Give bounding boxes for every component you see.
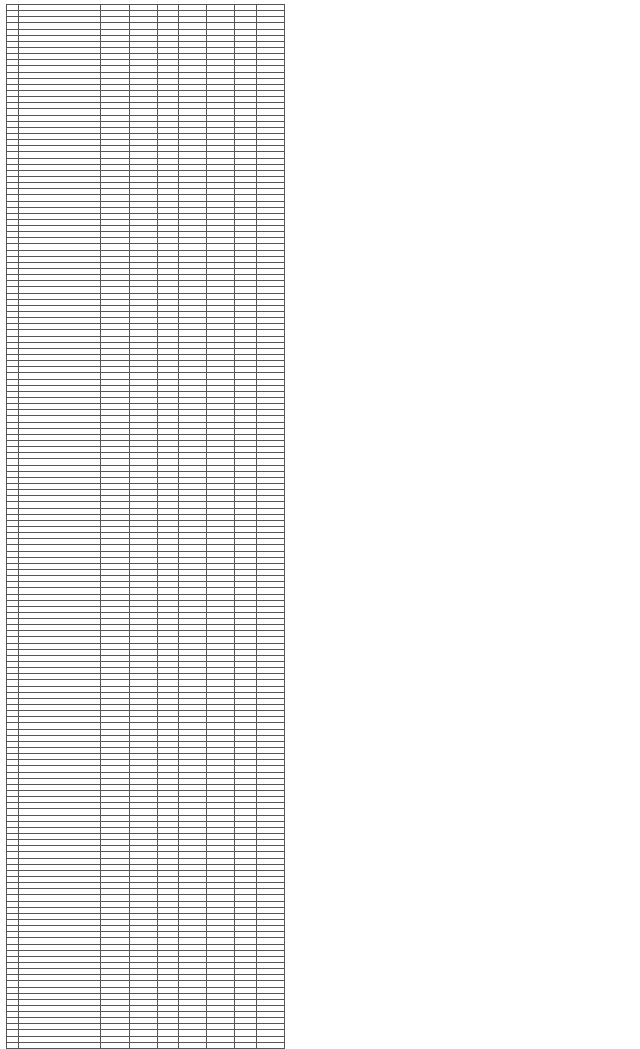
table-cell-value-e: [256, 1042, 284, 1048]
table-cell-percent-ab: [157, 1042, 178, 1048]
data-table: [6, 4, 285, 1049]
table-cell-row-number: [7, 1042, 19, 1048]
table-cell-value-c: [178, 1042, 206, 1048]
table-row: [7, 1042, 285, 1048]
table-cell-percent-cd: [235, 1042, 256, 1048]
data-table-body: [7, 5, 285, 1049]
table-cell-value-d: [207, 1042, 235, 1048]
table-cell-value-b: [129, 1042, 157, 1048]
table-cell-value-a: [101, 1042, 129, 1048]
table-cell-street: [19, 1042, 101, 1048]
